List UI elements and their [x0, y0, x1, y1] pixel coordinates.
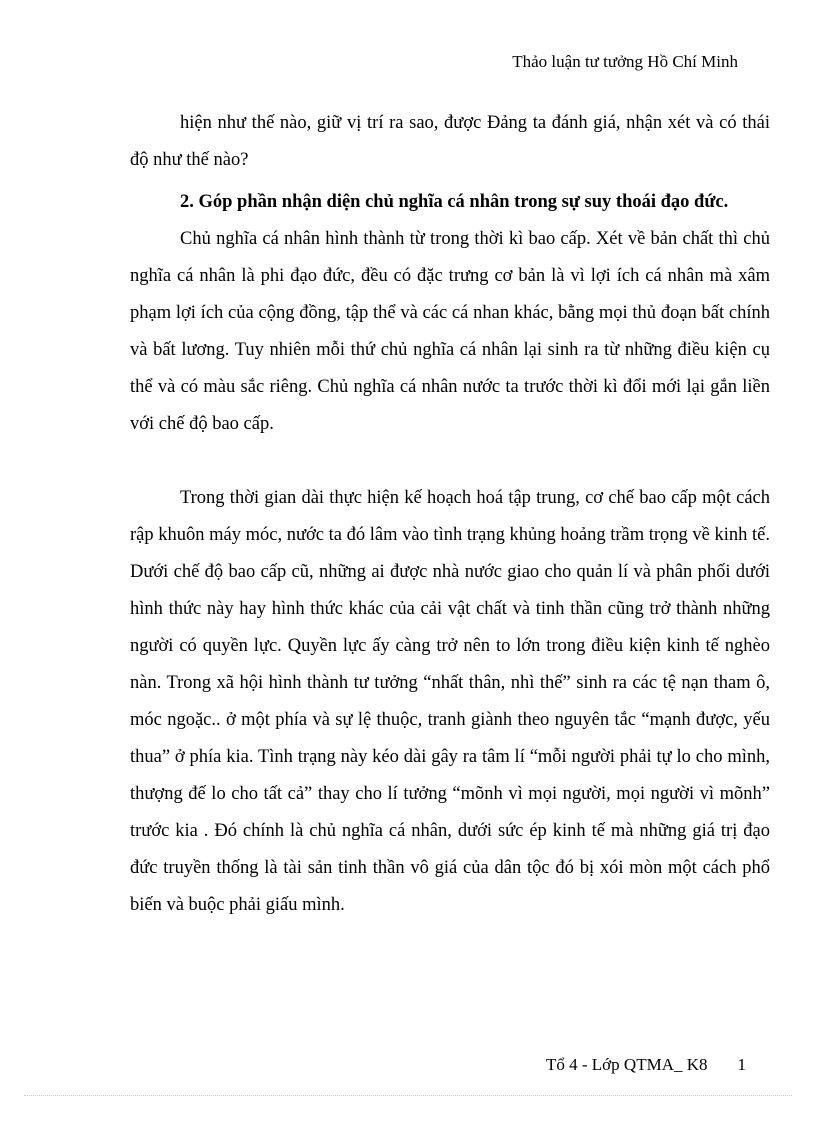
running-header: Thảo luận tư tưởng Hồ Chí Minh: [512, 52, 738, 71]
document-body: [130, 105, 770, 924]
paragraph: Trong thời gian dài thực hiện kế hoạch hoá tập trung, cơ chế bao cấp một cách rập khuôn máy móc, nước ta đó lâm vào tình trạng khủng hoảng trầm trọng về kinh tế. Dưới chế độ bao cấp cũ, những ai được nhà nước giao cho quản lí và phân phối dưới hình thức này hay hình thức khác của cải vật chất và tinh thần cũng trở thành những người có quyền lực. Quyền lực ấy càng trở nên to lớn trong điều kiện kinh tế nghèo nàn. Trong xã hội hình thành tư tưởng “nhất thân, nhì thế” sinh ra các tệ nạn tham ô, móc ngoặc.. ở một phía và sự lệ thuộc, tranh giành theo nguyên tắc “mạnh được, yếu thua” ở phía kia. Tình trạng này kéo dài gây ra tâm lí “mỗi người phải tự lo cho mình, thượng đế lo cho tất cả” thay cho lí tưởng “mõnh vì mọi người, mọi người vì mõnh” trước kia . Đó chính là chủ nghĩa cá nhân, dưới sức ép kinh tế mà những giá trị đạo đức truyền thống là tài sản tinh thần vô giá của dân tộc đó bị xói mòn một cách phổ biến và buộc phải giấu mình.: [130, 488, 770, 915]
paragraph: Chủ nghĩa cá nhân hình thành từ trong thời kì bao cấp. Xét về bản chất thì chủ nghĩa cá nhân là phi đạo đức, đều có đặc trưng cơ bản là vì lợi ích cá nhân mà xâm phạm lợi ích của cộng đồng, tập thể và các cá nhan khác, bằng mọi thủ đoạn bất chính và bất lương. Tuy nhiên mỗi thứ chủ nghĩa cá nhân lại sinh ra từ những điều kiện cụ thể và có màu sắc riêng. Chủ nghĩa cá nhân nước ta trước thời kì đổi mới lại gắn liền với chế độ bao cấp.: [130, 229, 770, 434]
footer-label: Tổ 4 - Lớp QTMA_ K8: [546, 1055, 708, 1074]
page-number: 1: [737, 1055, 746, 1074]
page-footer: [546, 1055, 746, 1075]
paragraph-continuation: hiện như thế nào, giữ vị trí ra sao, được Đảng ta đánh giá, nhận xét và có thái độ như thế nào?: [130, 113, 770, 170]
page-bottom-divider: [24, 1095, 792, 1096]
section-heading: 2. Góp phần nhận diện chủ nghĩa cá nhân trong sự suy thoái đạo đức.: [180, 192, 729, 212]
